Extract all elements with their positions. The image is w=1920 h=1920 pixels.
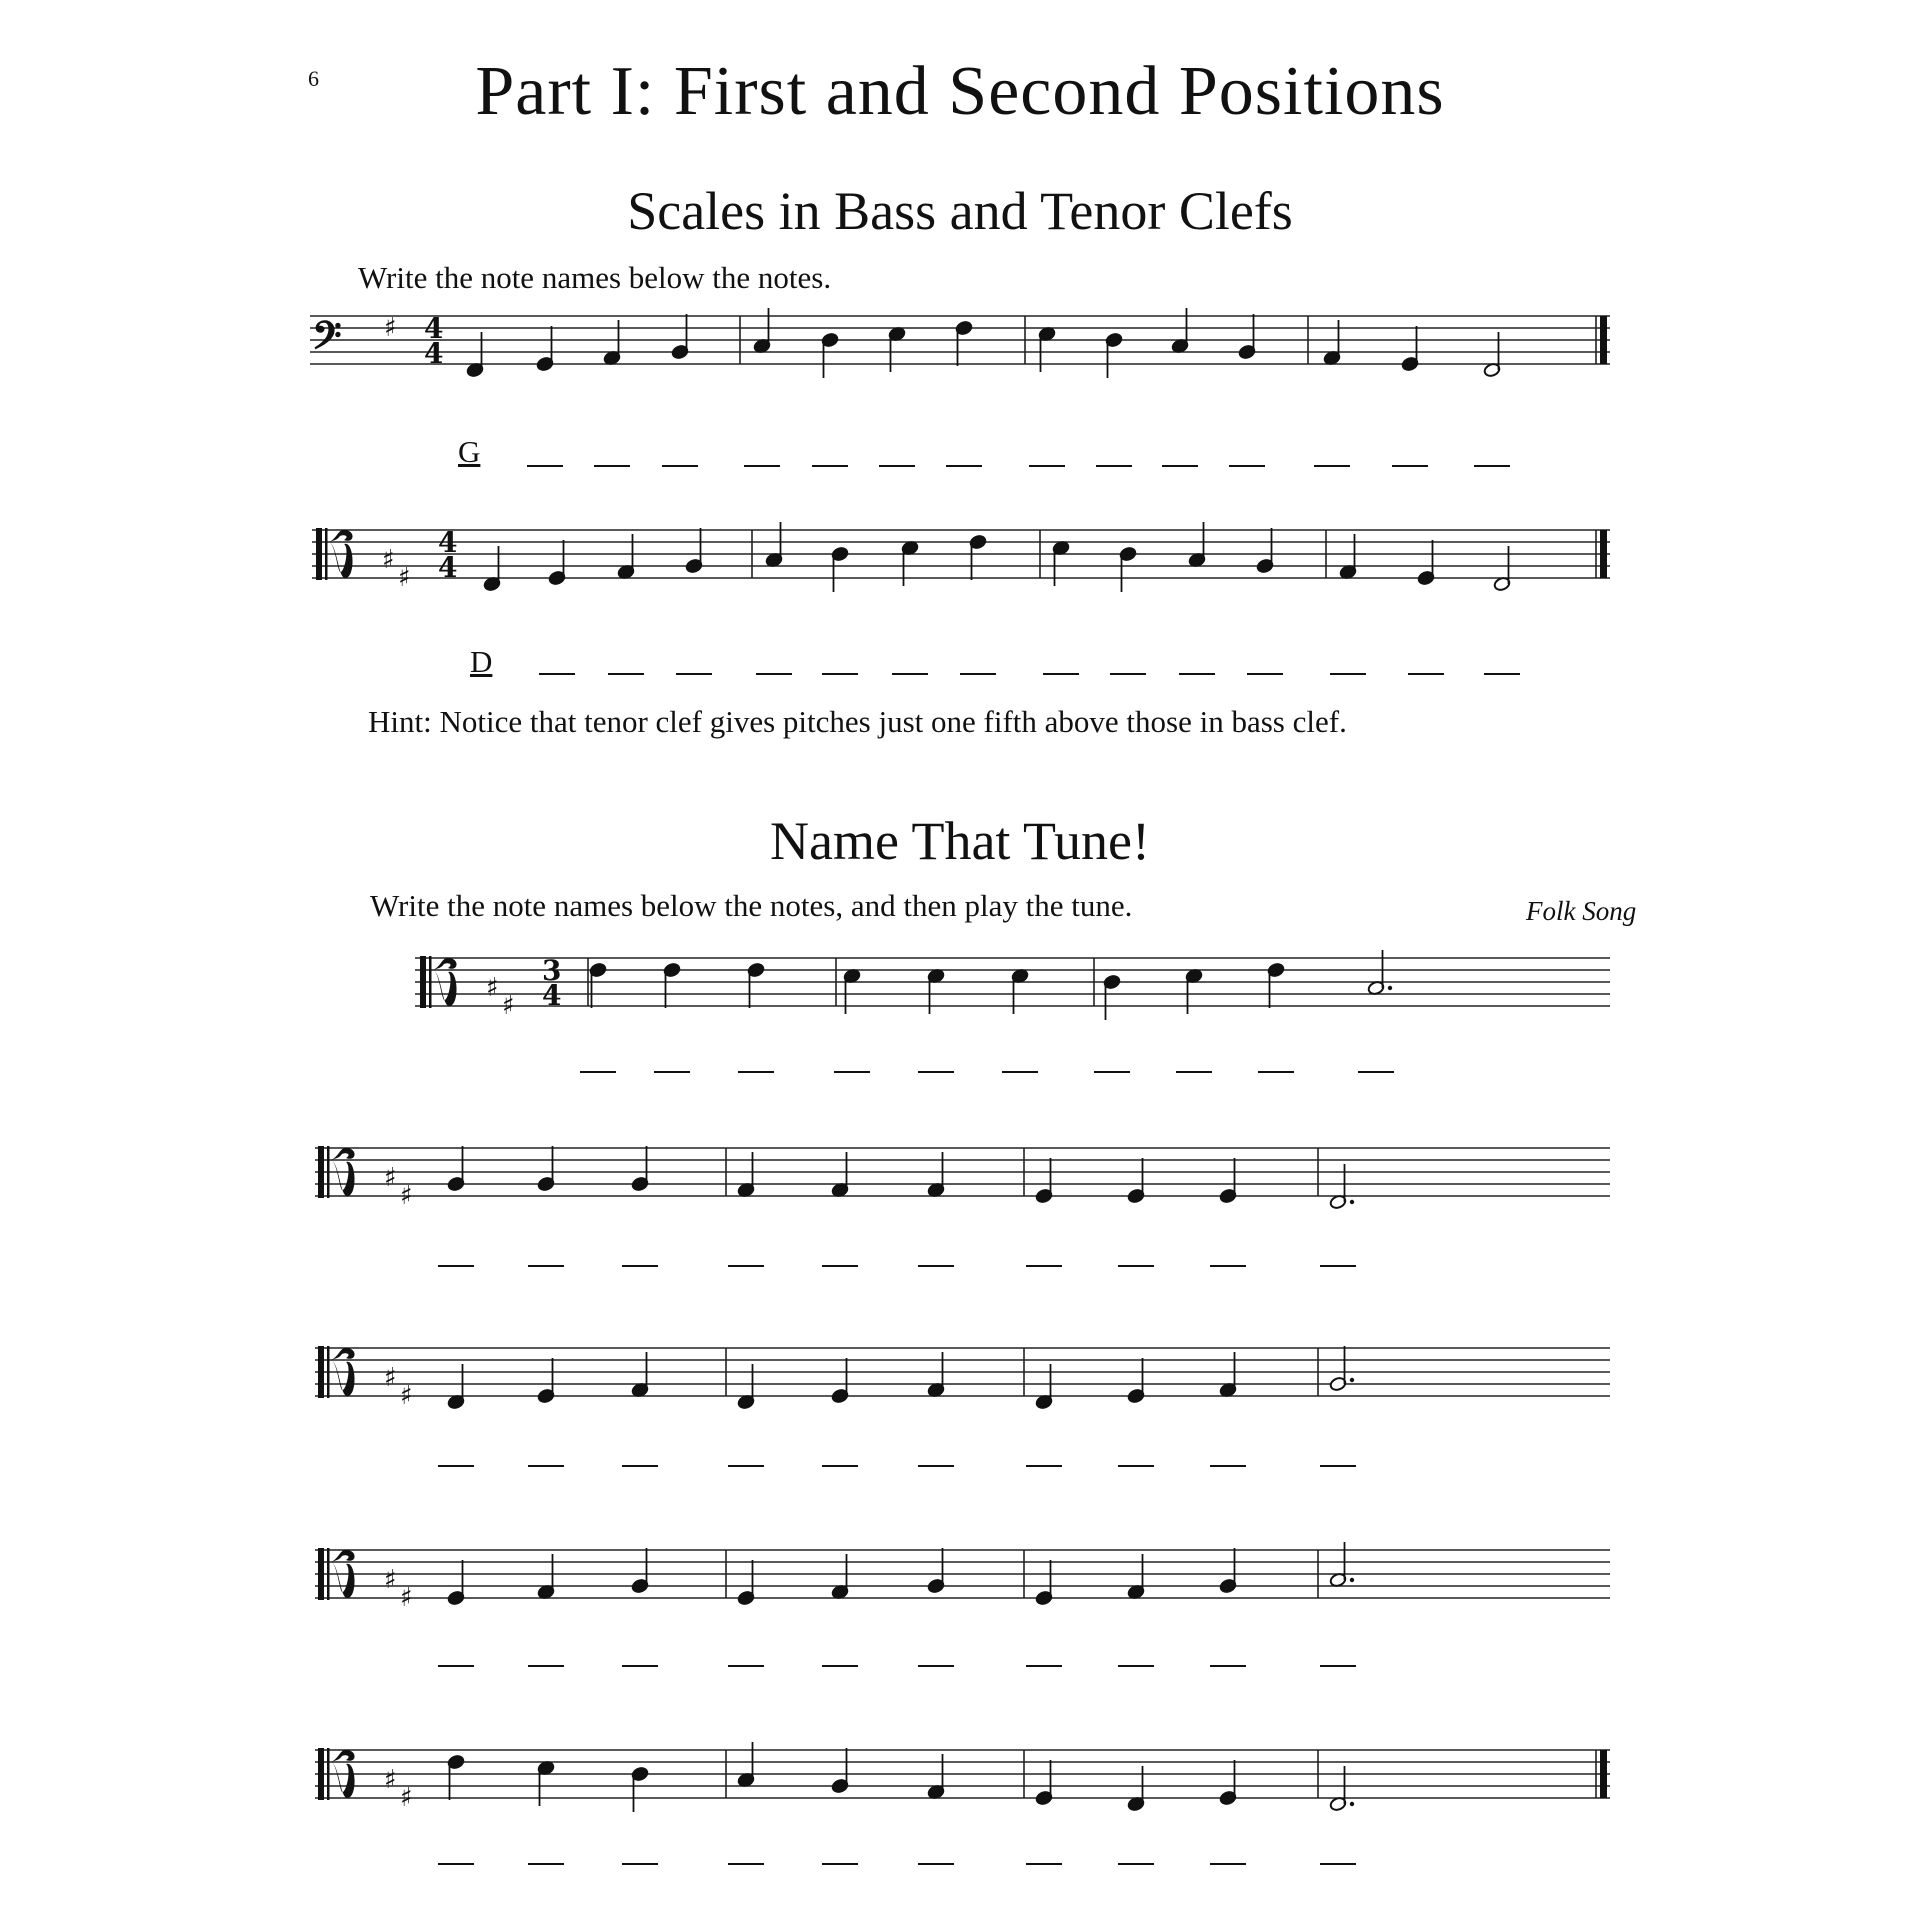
sharp-icon: ♯ — [400, 1181, 413, 1211]
tenor-clef-icon — [318, 1548, 324, 1600]
sharp-icon: ♯ — [384, 313, 397, 343]
tenor-clef-curve — [329, 542, 353, 578]
sharp-icon: ♯ — [486, 973, 499, 1003]
time-signature-bottom: 4 — [438, 551, 458, 584]
tune-staff-5 — [315, 1742, 1610, 1864]
time-signature-top: 4 — [438, 526, 458, 559]
bass-clef-icon: 𝄢 — [312, 313, 342, 367]
tenor-clef-curve — [331, 1550, 355, 1562]
sharp-icon: ♯ — [384, 1163, 397, 1193]
sharp-icon: ♯ — [384, 1765, 397, 1795]
tenor-clef-icon — [420, 956, 426, 1008]
tune-staff-2 — [315, 1146, 1610, 1266]
tune-heading: Name That Tune! — [770, 811, 1150, 871]
sharp-icon: ♯ — [400, 1583, 413, 1613]
final-barline-thick — [1600, 316, 1607, 364]
tenor-clef-curve — [433, 958, 457, 970]
tenor-clef-bar — [327, 1346, 330, 1398]
sharp-icon: ♯ — [400, 1381, 413, 1411]
dot — [1388, 986, 1392, 990]
tenor-clef-icon — [318, 1146, 324, 1198]
dot — [1350, 1200, 1354, 1204]
tenor-clef-curve — [331, 1762, 355, 1798]
tune-staff-4 — [315, 1542, 1610, 1666]
sharp-icon: ♯ — [384, 1363, 397, 1393]
final-barline-thick — [1600, 1750, 1607, 1798]
tenor-clef-icon — [318, 1748, 324, 1800]
scales-heading: Scales in Bass and Tenor Clefs — [627, 181, 1293, 241]
dot — [1350, 1378, 1354, 1382]
tenor-clef-staff-scale — [312, 522, 1610, 674]
bass-answer-example: G — [458, 434, 481, 469]
dot — [1350, 1578, 1354, 1582]
tune-instruction: Write the note names below the notes, and then play the tune. — [370, 888, 1133, 923]
tenor-clef-curve — [331, 1160, 355, 1196]
tenor-clef-curve — [331, 1148, 355, 1160]
tenor-clef-bar — [327, 1146, 330, 1198]
sharp-icon: ♯ — [398, 563, 411, 593]
tenor-clef-icon — [316, 528, 322, 580]
time-signature-bottom: 4 — [542, 979, 562, 1012]
scales-instruction: Write the note names below the notes. — [358, 260, 832, 295]
tenor-clef-bar — [327, 1548, 330, 1600]
tenor-clef-curve — [331, 1562, 355, 1598]
page-title: Part I: First and Second Positions — [475, 53, 1445, 130]
tenor-clef-bar — [327, 1748, 330, 1800]
sharp-icon: ♯ — [502, 991, 515, 1021]
tune-staff-3 — [315, 1346, 1610, 1466]
page-number: 6 — [308, 66, 319, 91]
final-barline-thick — [1600, 530, 1607, 578]
tenor-clef-icon — [318, 1346, 324, 1398]
hint-text: Hint: Notice that tenor clef gives pitches just one fifth above those in bass clef. — [368, 704, 1347, 739]
dot — [1350, 1802, 1354, 1806]
tenor-clef-bar — [325, 528, 328, 580]
tenor-clef-curve — [331, 1348, 355, 1360]
time-signature-bottom: 4 — [424, 337, 444, 370]
time-signature-top: 4 — [424, 312, 444, 345]
tenor-clef-curve — [331, 1360, 355, 1396]
tune-credit: Folk Song — [1526, 896, 1637, 926]
tenor-clef-curve — [433, 970, 457, 1006]
tenor-clef-curve — [331, 1750, 355, 1762]
sharp-icon: ♯ — [382, 545, 395, 575]
tenor-clef-bar — [429, 956, 432, 1008]
time-signature-top: 3 — [542, 954, 562, 987]
tenor-clef-curve — [329, 530, 353, 542]
tune-staff-1 — [415, 950, 1610, 1072]
bass-clef-staff — [310, 308, 1610, 466]
sharp-icon: ♯ — [400, 1783, 413, 1813]
sharp-icon: ♯ — [384, 1565, 397, 1595]
tenor-answer-example: D — [470, 644, 493, 679]
